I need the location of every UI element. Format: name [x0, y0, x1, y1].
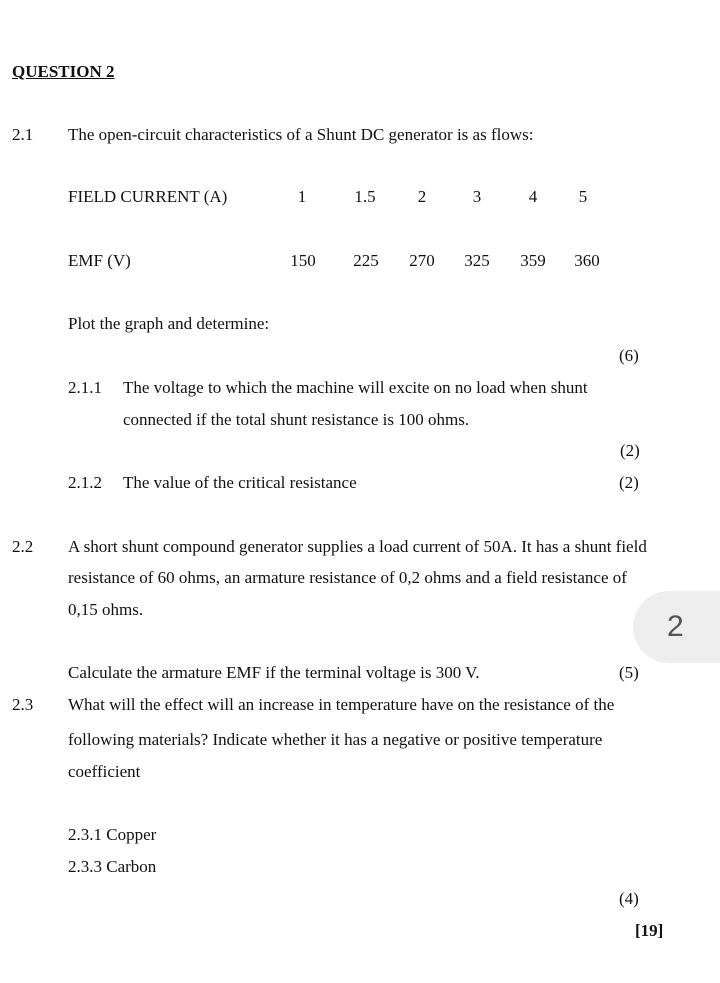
- question-text-2-3-line3: coefficient: [68, 762, 141, 781]
- table-cell: 359: [520, 251, 546, 270]
- table-cell: 360: [574, 251, 600, 270]
- table-cell: 270: [409, 251, 435, 270]
- marks-2-1: (6): [619, 346, 639, 365]
- question-text-2-2-calc: Calculate the armature EMF if the terminal voltage is 300 V.: [68, 663, 480, 682]
- question-text-2-1-1-line1: The voltage to which the machine will excite on no load when shunt: [123, 378, 588, 397]
- table-row-label-field-current: FIELD CURRENT (A): [68, 187, 228, 206]
- table-cell: 150: [290, 251, 316, 270]
- question-number-2-1-2: 2.1.2: [68, 473, 102, 492]
- list-item-copper: 2.3.1 Copper: [68, 825, 157, 844]
- question-number-2-1-1: 2.1.1: [68, 378, 102, 397]
- marks-2-2: (5): [619, 663, 639, 682]
- table-cell: 1: [297, 187, 307, 206]
- question-text-2-3-line1: What will the effect will an increase in temperature have on the resistance of the: [68, 695, 615, 714]
- table-cell: 2: [417, 187, 427, 206]
- question-text-2-1: The open-circuit characteristics of a Shunt DC generator is as flows:: [68, 125, 534, 144]
- question-text-2-2-line3: 0,15 ohms.: [68, 600, 144, 619]
- marks-2-1-2: (2): [619, 473, 639, 492]
- page-number: 2: [667, 610, 684, 643]
- table-cell: 1.5: [354, 187, 376, 206]
- table-row-label-emf: EMF (V): [68, 251, 131, 270]
- instruction-text: Plot the graph and determine:: [68, 314, 270, 333]
- table-cell: 4: [528, 187, 538, 206]
- question-text-2-3-line2: following materials? Indicate whether it has a negative or positive temperature: [68, 730, 603, 749]
- question-number-2-1: 2.1: [12, 125, 34, 144]
- question-text-2-2-line2: resistance of 60 ohms, an armature resistance of 0,2 ohms and a field resistance of: [68, 568, 627, 587]
- table-cell: 5: [578, 187, 588, 206]
- question-number-2-3: 2.3: [12, 695, 34, 714]
- page-number-badge: [633, 591, 720, 663]
- question-text-2-1-2: The value of the critical resistance: [123, 473, 357, 492]
- table-cell: 225: [353, 251, 379, 270]
- marks-2-3: (4): [619, 889, 639, 908]
- marks-2-1-1: (2): [620, 441, 640, 460]
- question-text-2-2-line1: A short shunt compound generator supplies a load current of 50A. It has a shunt field: [68, 537, 647, 556]
- question-number-2-2: 2.2: [12, 537, 34, 556]
- table-cell: 325: [464, 251, 490, 270]
- table-cell: 3: [472, 187, 482, 206]
- question-text-2-1-1-line2: connected if the total shunt resistance is 100 ohms.: [123, 410, 470, 429]
- list-item-carbon: 2.3.3 Carbon: [68, 857, 157, 876]
- total-marks: [19]: [635, 921, 664, 940]
- question-heading: QUESTION 2: [12, 62, 115, 81]
